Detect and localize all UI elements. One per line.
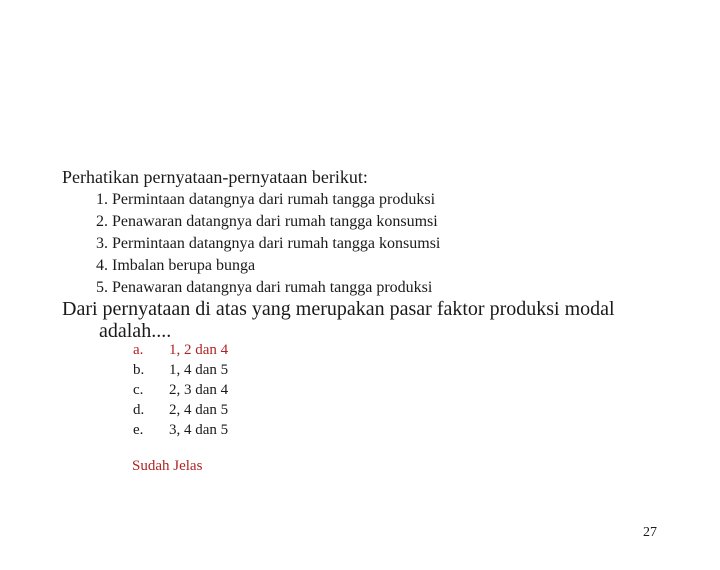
option-c [133,380,228,400]
option-text: 3, 4 dan 5 [169,422,229,438]
option-text: 2, 3 dan 4 [169,382,229,398]
option-text: 1, 4 dan 5 [169,362,229,378]
option-letter: a. [133,342,144,358]
option-letter: d. [133,402,145,418]
statement-list [96,189,440,299]
statement-item: 4. Imbalan berupa bunga [96,257,256,274]
option-letter: c. [133,382,144,398]
question-line-1: Dari pernyataan di atas yang merupakan pasar faktor produksi modal [62,298,615,320]
option-text: 2, 4 dan 5 [169,402,229,418]
statement-item: 3. Permintaan datangnya dari rumah tangga konsumsi [96,235,441,252]
page-number: 27 [643,525,657,540]
option-d [133,400,228,420]
statement-item: 1. Permintaan datangnya dari rumah tangga produksi [96,191,436,208]
option-a [133,340,228,360]
option-letter: b. [133,362,145,378]
answer-note: Sudah Jelas [132,458,203,474]
option-text: 1, 2 dan 4 [169,342,229,358]
question-line-2: adalah.... [99,320,172,342]
option-letter: e. [133,422,144,438]
answer-options [133,340,228,440]
option-e [133,420,228,440]
intro-text: Perhatikan pernyataan-pernyataan berikut: [62,167,368,187]
statement-item: 2. Penawaran datangnya dari rumah tangga konsumsi [96,213,438,230]
option-b [133,360,228,380]
statement-item: 5. Penawaran datangnya dari rumah tangga produksi [96,279,433,296]
question-text [62,298,662,342]
